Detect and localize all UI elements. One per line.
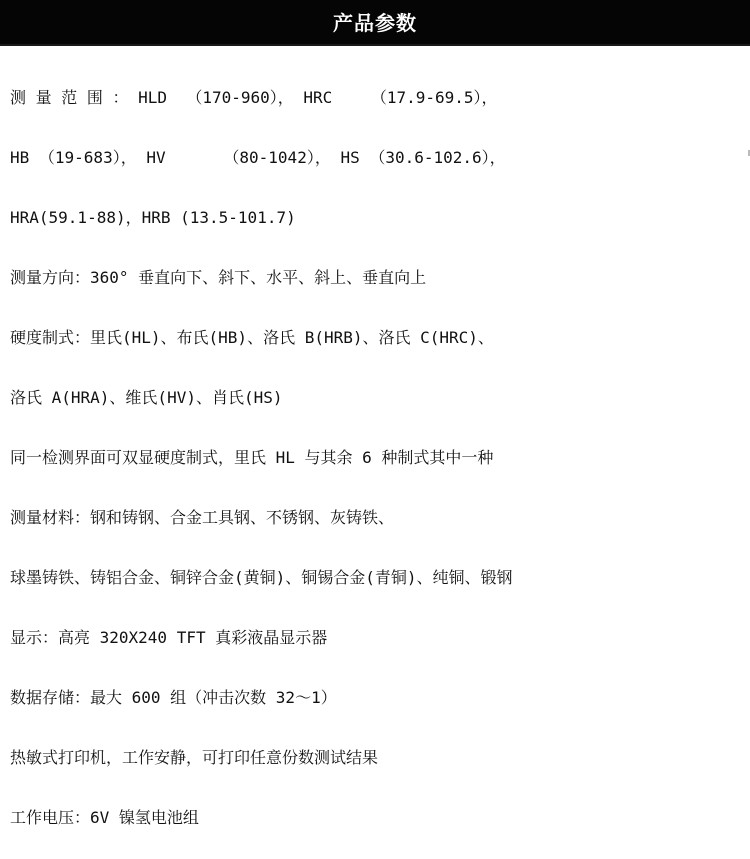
spec-measuring-range-line-3: HRA(59.1-88)，HRB (13.5-101.7) — [10, 208, 296, 227]
spec-measuring-direction: 测量方向：360° 垂直向下、斜下、水平、斜上、垂直向上 — [10, 268, 427, 287]
spec-printer: 热敏式打印机，工作安静，可打印任意份数测试结果 — [10, 748, 379, 767]
product-spec-list — [10, 68, 740, 848]
spec-materials-line-1: 测量材料：钢和铸钢、合金工具钢、不锈钢、灰铸铁、 — [10, 508, 395, 527]
spec-data-storage: 数据存储：最大 600 组（冲击次数 32～1） — [10, 688, 337, 707]
section-header-bar — [0, 0, 750, 46]
spec-working-voltage: 工作电压：6V 镍氢电池组 — [10, 808, 199, 827]
section-title: 产品参数 — [333, 11, 417, 35]
spec-hardness-scales-line-2: 洛氏 A(HRA)、维氏(HV)、肖氏(HS) — [10, 388, 283, 407]
spec-measuring-range-line-1: 测 量 范 围 ： HLD （170-960）， HRC （17.9-69.5）， — [10, 88, 498, 107]
spec-dual-display: 同一检测界面可双显硬度制式，里氏 HL 与其余 6 种制式其中一种 — [10, 448, 494, 467]
spec-measuring-range-line-2: HB （19-683）， HV （80-1042）， HS （30.6-102.6）， — [10, 148, 506, 167]
spec-hardness-scales-line-1: 硬度制式：里氏(HL)、布氏(HB)、洛氏 B(HRB)、洛氏 C(HRC)、 — [10, 328, 494, 347]
spec-display: 显示：高亮 320X240 TFT 真彩液晶显示器 — [10, 628, 328, 647]
spec-materials-line-2: 球墨铸铁、铸铝合金、铜锌合金(黄铜)、铜锡合金(青铜)、纯铜、锻钢 — [10, 568, 513, 587]
